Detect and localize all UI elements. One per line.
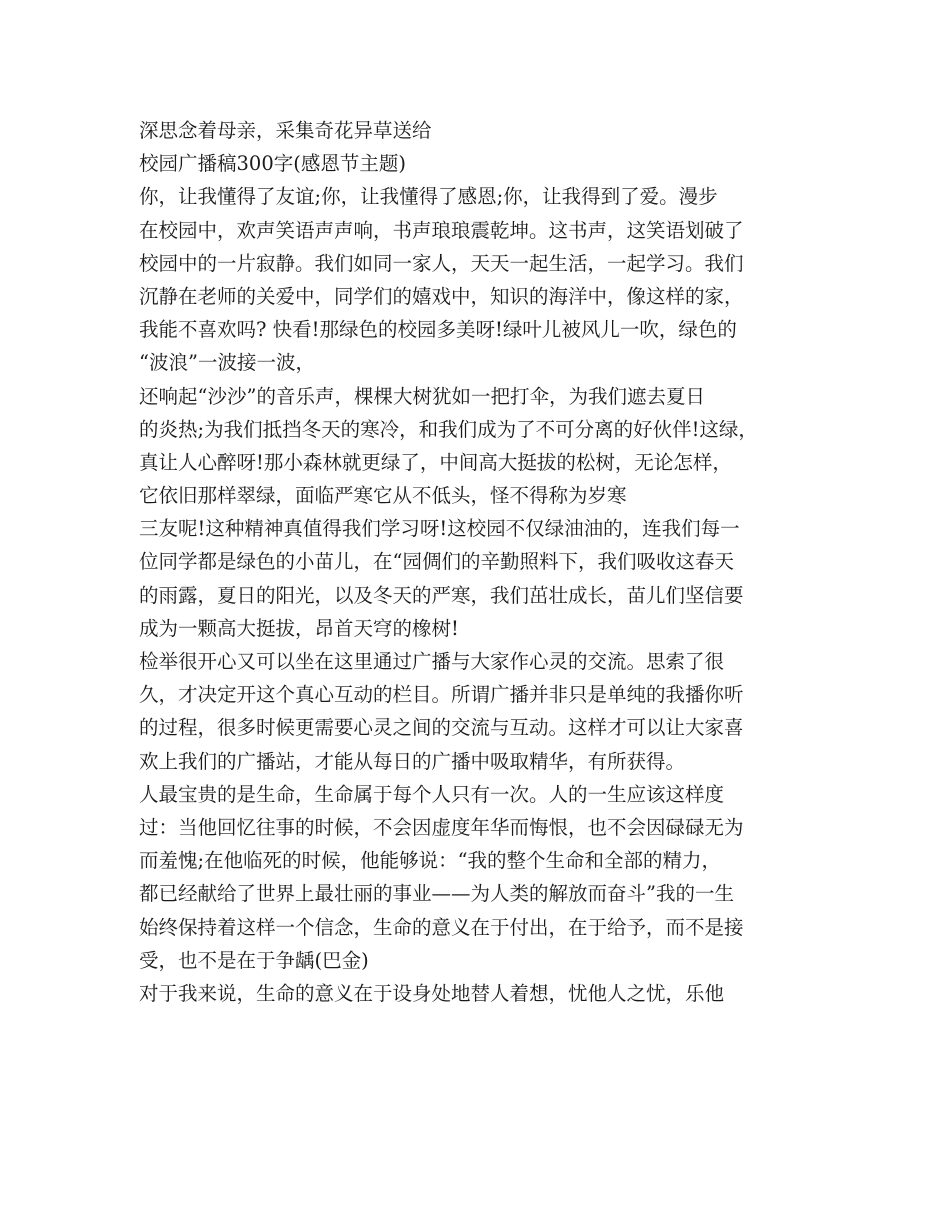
text-line: 检举很开心又可以坐在这里通过广播与大家作心灵的交流。思索了很	[139, 650, 725, 673]
text-line: 过：当他回忆往事的时候，不会因虚度年华而悔恨，也不会因碌碌无为	[139, 815, 744, 839]
text-line: 我能不喜欢吗? 快看!那绿色的校园多美呀!绿叶儿被风儿一吹，绿色的	[139, 318, 737, 342]
text-line: 真让人心醉呀!那小森林就更绿了，中间高大挺拔的松树，无论怎样，	[139, 450, 732, 474]
text-line: 的雨露，夏日的阳光，以及冬天的严寒，我们茁壮成长，苗儿们坚信要	[139, 583, 744, 607]
text-line: 都已经献给了世界上最壮丽的事业——为人类的解放而奋斗”我的一生	[139, 882, 734, 906]
text-line: 位同学都是绿色的小苗儿，在“园倜们的辛勤照料下，我们吸收这春天	[139, 550, 734, 574]
text-line: 三友呢!这种精神真值得我们学习呀!这校园不仅绿油油的，连我们每一	[139, 517, 740, 541]
text-line: 的过程，很多时候更需要心灵之间的交流与互动。这样才可以让大家喜	[139, 716, 744, 740]
text-line: 的炎热;为我们抵挡冬天的寒冷，和我们成为了不可分离的好伙伴!这绿，	[139, 417, 758, 441]
document-body	[139, 114, 839, 1010]
text-line: 欢上我们的广播站，才能从每日的广播中吸取精华，有所获得。	[139, 749, 686, 773]
text-line: “波浪”一波接一波，	[139, 351, 315, 375]
text-line: 校园中的一片寂静。我们如同一家人，天天一起生活，一起学习。我们	[139, 251, 744, 275]
text-line: 久，才决定开这个真心互动的栏目。所谓广播并非只是单纯的我播你听	[139, 683, 744, 707]
text-line: 还响起“沙沙”的音乐声，棵棵大树犹如一把打伞，为我们遮去夏日	[139, 384, 705, 408]
text-line: 在校园中，欢声笑语声声响，书声琅琅震乾坤。这书声，这笑语划破了	[139, 218, 744, 242]
text-line: 对于我来说，生命的意义在于设身处地替人着想，忧他人之忧，乐他	[139, 981, 725, 1005]
text-line: 受，也不是在于争龋(巴金)	[139, 948, 369, 972]
text-line: 始终保持着这样一个信念，生命的意义在于付出，在于给予，而不是接	[139, 915, 744, 939]
text-line: 人最宝贵的是生命，生命属于每个人只有一次。人的一生应该这样度	[139, 782, 725, 806]
text-line: 而羞愧;在他临死的时候，他能够说：“我的整个生命和全部的精力，	[139, 849, 722, 873]
text-line: 你，让我懂得了友谊;你，让我懂得了感恩;你，让我得到了爱。漫步	[139, 185, 718, 209]
text-line: 深思念着母亲，采集奇花异草送给	[139, 119, 432, 142]
text-line: 沉静在老师的关爱中，同学们的嬉戏中，知识的海洋中，像这样的家，	[139, 284, 744, 308]
text-line: 它依旧那样翠绿，面临严寒它从不低头，怪不得称为岁寒	[139, 484, 627, 508]
text-line: 成为一颗高大挺拔，昂首天穹的橡树!	[139, 616, 459, 640]
section-heading: 校园广播稿300字(感恩节主题)	[139, 152, 406, 176]
